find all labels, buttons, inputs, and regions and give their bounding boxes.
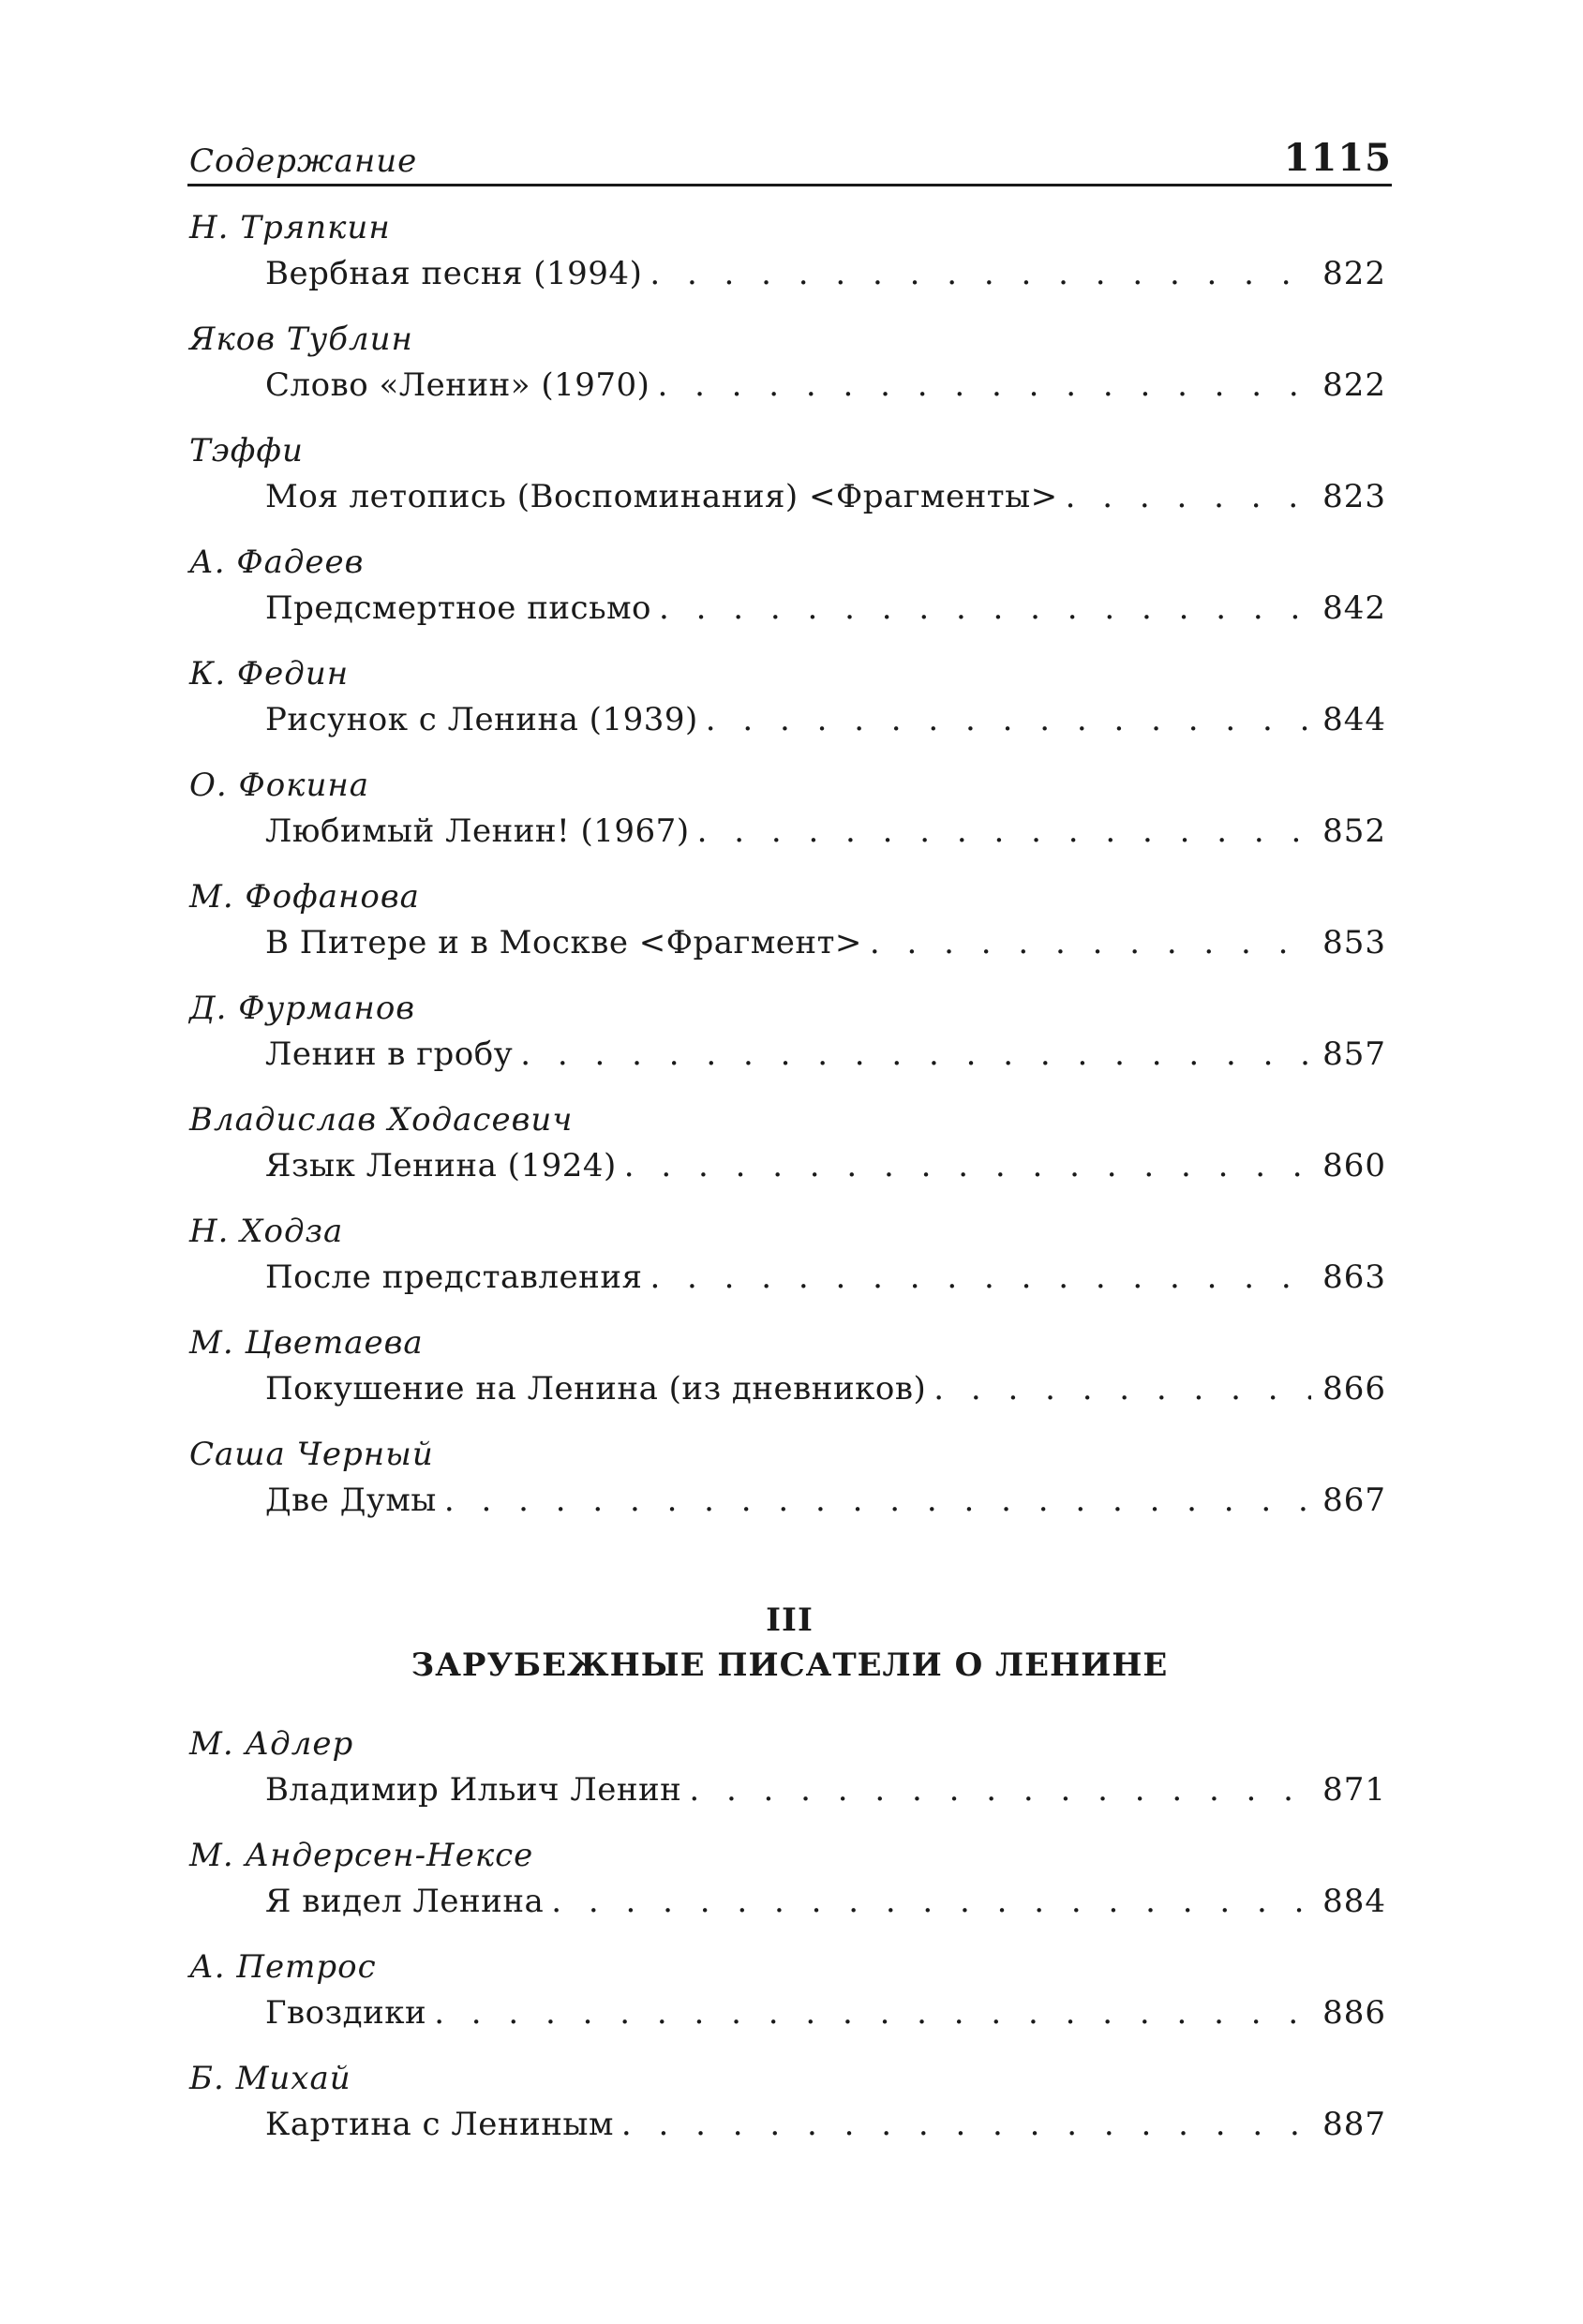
section-title: ЗАРУБЕЖНЫЕ ПИСАТЕЛИ О ЛЕНИНЕ [411,1646,1169,1684]
entry-title: Две Думы [265,1482,437,1519]
toc-entry [187,1721,1392,1833]
toc-entry [187,1209,1392,1320]
entry-page: 871 [1322,1771,1386,1809]
toc-entry [187,2056,1392,2168]
entry-author: Яков Тублин [189,320,413,358]
entry-title: Любимый Ленин! (1967) [265,812,690,850]
dot-leader [870,924,1311,961]
entry-title: Покушение на Ленина (из дневников) [265,1370,927,1408]
dot-leader [624,1147,1311,1184]
dot-leader [650,255,1311,292]
page [187,122,1392,2168]
entry-title: Гвоздики [265,1994,427,2032]
entry-line [265,1771,1386,1809]
toc-entry [187,986,1392,1097]
running-head [187,122,1392,186]
entry-author: М. Адлер [189,1725,354,1763]
entry-author: Н. Тряпкин [189,209,391,246]
entry-line [265,255,1386,292]
toc-entry [187,763,1392,874]
entry-page: 844 [1322,701,1386,738]
toc-entry [187,1432,1392,1543]
entry-author: Владислав Ходасевич [189,1101,574,1139]
toc-list-part2 [187,1721,1392,2168]
section-heading [187,1598,1392,1688]
entry-title: Предсмертное письмо [265,589,652,627]
entry-page: 823 [1322,478,1386,515]
entry-title: Язык Ленина (1924) [265,1147,617,1184]
entry-line [265,478,1386,515]
dot-leader [697,812,1312,850]
dot-leader [434,1994,1311,2032]
dot-leader [659,589,1311,627]
dot-leader [650,1259,1311,1296]
entry-line [265,1482,1386,1519]
entry-page: 866 [1322,1370,1386,1408]
entry-title: Вербная песня (1994) [265,255,643,292]
section-number: III [766,1601,814,1639]
toc-entry [187,1833,1392,1944]
entry-title: Владимир Ильич Ленин [265,1771,682,1809]
entry-line [265,366,1386,404]
entry-page: 822 [1322,255,1386,292]
toc-entry [187,1097,1392,1209]
entry-line [265,924,1386,961]
entry-line [265,1370,1386,1408]
entry-title: Моя летопись (Воспоминания) <Фрагменты> [265,478,1058,515]
entry-title: Ленин в гробу [265,1035,514,1073]
entry-page: 860 [1322,1147,1386,1184]
entry-author: О. Фокина [189,767,370,804]
entry-title: Слово «Ленин» (1970) [265,366,650,404]
entry-page: 886 [1322,1994,1386,2032]
dot-leader [1066,478,1311,515]
page-number: 1115 [1283,136,1392,180]
toc-entry [187,428,1392,540]
entry-line [265,1883,1386,1920]
toc-entry [187,317,1392,428]
entry-author: К. Федин [189,655,350,693]
entry-author: А. Петрос [189,1948,377,1986]
entry-page: 822 [1322,366,1386,404]
entry-author: Н. Ходза [189,1213,344,1250]
dot-leader [551,1883,1311,1920]
running-head-title: Содержание [189,142,418,180]
entry-line [265,1259,1386,1296]
dot-leader [444,1482,1311,1519]
entry-line [265,589,1386,627]
dot-leader [657,366,1311,404]
entry-page: 852 [1322,812,1386,850]
entry-author: М. Андерсен-Нексе [189,1837,534,1874]
dot-leader [706,701,1311,738]
entry-author: М. Фофанова [189,878,420,916]
entry-title: После представления [265,1259,643,1296]
toc-entry [187,1320,1392,1432]
toc-entry [187,874,1392,986]
entry-author: М. Цветаева [189,1324,424,1362]
entry-page: 887 [1322,2106,1386,2143]
entry-line [265,1994,1386,2032]
entry-page: 884 [1322,1883,1386,1920]
toc-entry [187,651,1392,763]
entry-page: 853 [1322,924,1386,961]
entry-author: Саша Черный [189,1436,434,1473]
entry-title: В Питере и в Москве <Фрагмент> [265,924,862,961]
entry-line [265,1147,1386,1184]
entry-author: Б. Михай [189,2060,351,2097]
entry-page: 842 [1322,589,1386,627]
dot-leader [689,1771,1311,1809]
dot-leader [621,2106,1311,2143]
entry-author: А. Фадеев [189,544,365,581]
entry-title: Рисунок с Ленина (1939) [265,701,698,738]
entry-line [265,2106,1386,2143]
toc-entry [187,540,1392,651]
entry-author: Д. Фурманов [189,990,416,1027]
entry-page: 863 [1322,1259,1386,1296]
dot-leader [933,1370,1311,1408]
entry-line [265,1035,1386,1073]
toc-list-part1 [187,205,1392,1543]
entry-line [265,812,1386,850]
toc-entry [187,205,1392,317]
toc-entry [187,1944,1392,2056]
entry-title: Картина с Лениным [265,2106,614,2143]
entry-title: Я видел Ленина [265,1883,545,1920]
entry-page: 867 [1322,1482,1386,1519]
entry-author: Тэффи [189,432,304,469]
entry-line [265,701,1386,738]
entry-page: 857 [1322,1035,1386,1073]
dot-leader [520,1035,1311,1073]
